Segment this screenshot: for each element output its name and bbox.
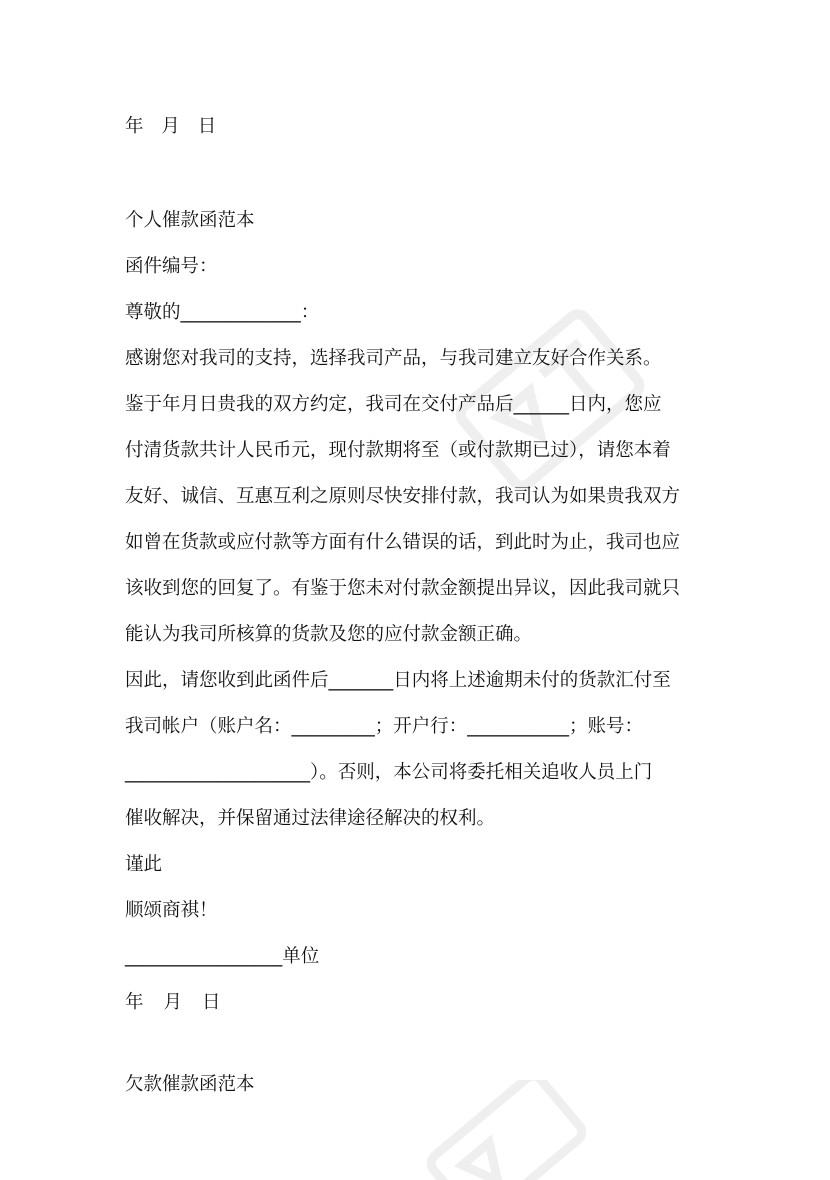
paragraph-line: 如曾在货款或应付款等方面有什么错误的话，到此时为止，我司也应 [125,532,681,553]
date-day: 日 [202,992,221,1013]
date-month: 月 [163,992,183,1013]
date-bottom [125,980,715,1026]
paragraph-line: 鉴于年月日贵我的双方约定，我司在交付产品后______日内，您应 [125,394,662,415]
paragraph-line: 该收到您的回复了。有鉴于您未对付款金额提出异议，因此我司就只 [125,578,681,599]
title-personal: 个人催款函范本 [125,210,255,231]
paragraph-line: 友好、诚信、互惠互利之原则尽快安排付款，我司认为如果贵我双方 [125,486,681,507]
closing-regards: 顺颂商祺！ [125,900,218,921]
paragraph-line: ____________________）。否则，本公司将委托相关追收人员上门 [125,762,653,783]
paragraph-line: 能认为我司所核算的货款及您的应付款金额正确。 [125,624,533,645]
date-top: 年 月 日 [125,116,223,137]
document-body [125,104,715,1108]
paragraph-line: 我司帐户（账户名：_________；开户行：___________；账号： [125,716,644,737]
title-debt: 欠款催款函范本 [125,1074,255,1095]
paragraph-line: 因此，请您收到此函件后_______日内将上述逾期未付的货款汇付至 [125,670,671,691]
letter-number-label: 函件编号： [125,256,218,277]
paragraph-line: 感谢您对我司的支持，选择我司产品，与我司建立友好合作关系。 [125,348,662,369]
date-year: 年 [125,992,144,1013]
salutation: 尊敬的_____________： [125,302,320,323]
closing-respectfully: 谨此 [125,854,163,875]
paragraph-line: 付清货款共计人民币元，现付款期将至（或付款期已过），请您本着 [125,440,671,461]
signature-line: _________________单位 [125,946,320,967]
paragraph-line: 催收解决，并保留通过法律途径解决的权利。 [125,808,496,829]
